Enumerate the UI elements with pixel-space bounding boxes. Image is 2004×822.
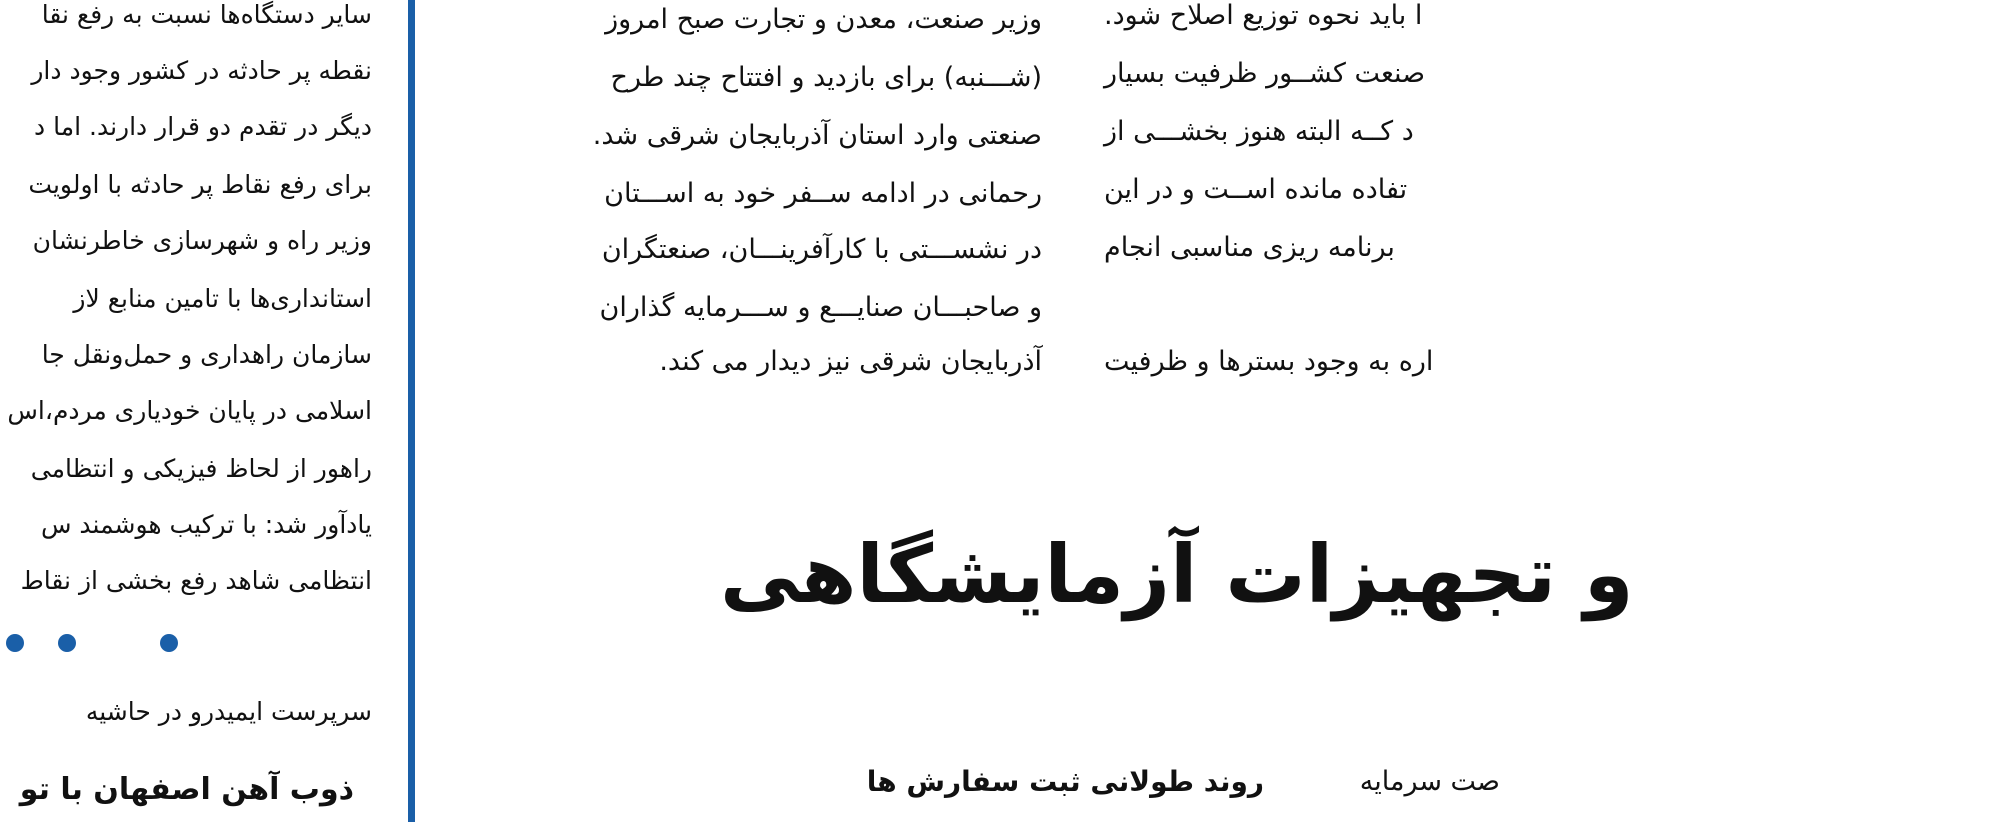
middle-body-line: وزیر صنعت، معدن و تجارت صبح امروز	[605, 4, 1042, 35]
left-body-line: نقطه پر حادثه در کشور وجود دار	[31, 56, 372, 85]
headline-text: و تجهیزات آزمایشگاهی	[720, 528, 1634, 621]
section-separator-dots	[0, 628, 372, 658]
left-article-column	[0, 0, 372, 822]
right-body-line: برنامه ریزی مناسبی انجام	[1104, 232, 1395, 263]
left-body-line: اسلامی در پایان خودیاری مردم،اس	[7, 396, 372, 425]
left-body-line: راهور از لحاظ فیزیکی و انتظامی	[30, 454, 372, 483]
left-body-line: استانداری‌ها با تامین منابع لاز	[73, 284, 372, 313]
right-article-column	[1104, 0, 1500, 380]
left-article-title: ذوب آهن اصفهان با تو	[19, 772, 354, 807]
left-body-line: انتظامی شاهد رفع بخشی از نقاط	[20, 566, 372, 595]
left-body-line: دیگر در تقدم دو قرار دارند. اما د	[34, 112, 372, 141]
middle-body-line: (شـــنبه) برای بازدید و افتتاح چند طرح	[610, 62, 1042, 93]
subhead-investment-text: صت سرمایه	[1359, 766, 1500, 797]
right-body-line: صنعت کشــور ظرفیت بسیار	[1104, 58, 1426, 89]
middle-body-line: آذربایجان شرقی نیز دیدار می کند.	[659, 346, 1042, 377]
separator-dot	[58, 634, 76, 652]
right-body-line: تفاده مانده اســت و در این	[1104, 174, 1408, 205]
middle-body-line: صنعتی وارد استان آذربایجان شرقی شد.	[592, 120, 1042, 151]
left-body-line: سایر دستگاه‌ها نسبت به رفع نقا	[41, 0, 372, 29]
column-divider	[408, 0, 415, 822]
separator-dot	[160, 634, 178, 652]
left-body-line: وزیر راه و شهرسازی خاطرنشان	[32, 226, 372, 255]
separator-dot	[6, 634, 24, 652]
left-body-line: یادآور شد: با ترکیب هوشمند س	[40, 510, 372, 539]
left-subhead: سرپرست ایمیدرو در حاشیه	[85, 697, 372, 726]
right-body-line: د کــه البته هنوز بخشـــی از	[1104, 116, 1414, 147]
subhead-investment	[1328, 762, 1500, 802]
left-body-line: سازمان راهداری و حمل‌ونقل جا	[41, 340, 372, 369]
middle-body-line: و صاحبـــان صنایـــع و ســـرمایه گذاران	[599, 292, 1042, 323]
middle-article-column	[472, 0, 1042, 380]
right-body-line: ا باید نحوه توزیع اصلاح شود.	[1104, 0, 1423, 31]
middle-body-line: در نشســـتی با کارآفرینـــان، صنعتگران	[601, 234, 1042, 265]
subhead-orders: روند طولانی ثبت سفارش ها	[866, 765, 1264, 798]
left-body-line: برای رفع نقاط پر حادثه با اولویت	[28, 170, 372, 199]
right-body-line: اره به وجود بسترها و ظرفیت	[1104, 346, 1434, 377]
main-headline	[720, 520, 1634, 640]
middle-body-line: رحمانی در ادامه ســفر خود به اســـتان	[604, 178, 1042, 209]
